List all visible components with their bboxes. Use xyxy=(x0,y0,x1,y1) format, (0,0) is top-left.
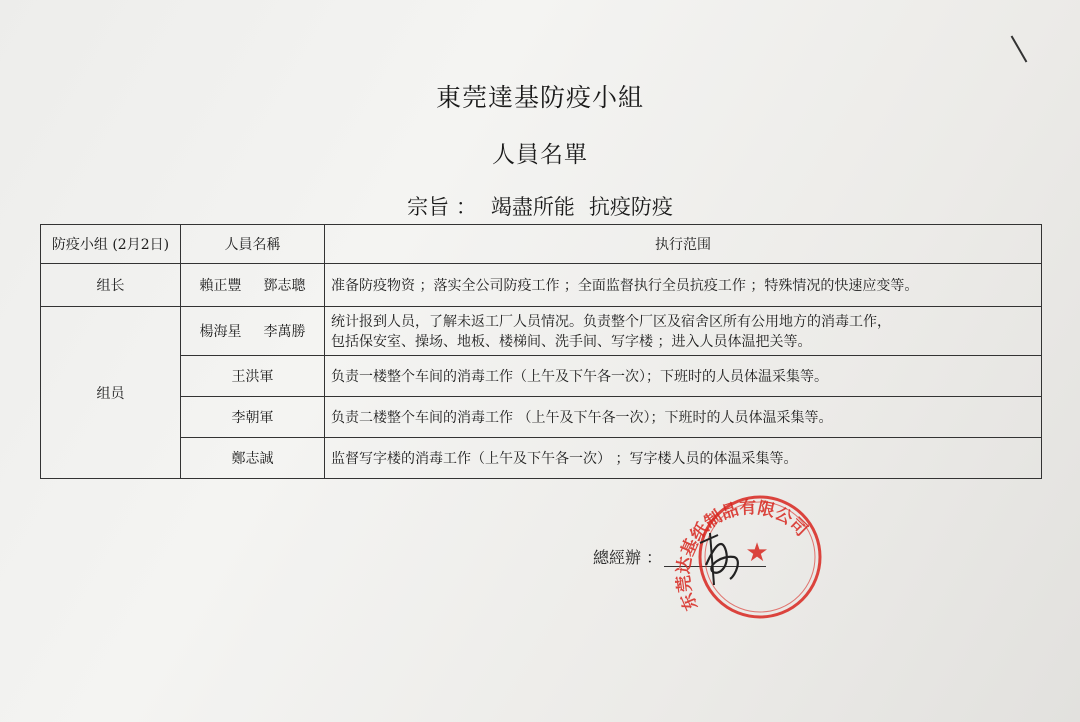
motto-part-a: 竭盡所能 xyxy=(490,195,575,219)
member-scope: 监督写字楼的消毒工作（上午及下午各一次） ；写字楼人员的体温采集等。 xyxy=(325,438,1042,479)
role-leader: 组长 xyxy=(41,264,181,307)
member-scope: 负责一楼整个车间的消毒工作（上午及下午各一次）；下班时的人员体温采集等。 xyxy=(325,356,1042,397)
member-name: 鄭志誠 xyxy=(181,438,325,479)
motto-label: 宗旨 ： xyxy=(407,195,477,219)
member-name: 王洪軍 xyxy=(181,356,325,397)
motto-part-b: 抗疫防疫 xyxy=(588,195,673,219)
scope-line: 统计报到人员，了解未返工厂人员情况。负责整个厂区及宿舍区所有公用地方的消毒工作， xyxy=(331,314,891,330)
member-name: 李朝軍 xyxy=(181,397,325,438)
table-row xyxy=(41,356,1042,397)
document-motto xyxy=(0,191,1080,221)
role-members: 组员 xyxy=(41,307,181,479)
member-scope xyxy=(325,307,1042,356)
document-title: 東莞達基防疫小組 xyxy=(435,83,644,112)
member-names xyxy=(181,307,325,356)
member-scope: 负责二楼整个车间的消毒工作 （上午及下午各一次）；下班时的人员体温采集等。 xyxy=(325,397,1042,438)
table-row xyxy=(41,264,1042,307)
gm-office-label: 總經辦 ： xyxy=(593,548,663,567)
document-subtitle: 人員名單 xyxy=(492,142,588,168)
table-row xyxy=(41,307,1042,356)
header-group: 防疫小组 (2月2日) xyxy=(41,225,181,264)
seal-text: 东莞达基纸制品有限公司 xyxy=(673,497,812,614)
scope-line: 包括保安室、操场、地板、楼梯间、洗手间、写字楼 ；进入人员体温把关等。 xyxy=(331,334,812,350)
table-row xyxy=(41,438,1042,479)
name-cell: 李萬勝 xyxy=(263,324,306,340)
header-names: 人員名稱 xyxy=(181,225,325,264)
leader-names xyxy=(181,264,325,307)
pen-mark xyxy=(1011,36,1028,63)
leader-scope: 准备防疫物资 ；落实全公司防疫工作 ；全面监督执行全员抗疫工作 ；特殊情况的快速应变等。 xyxy=(325,264,1042,307)
seal-star-icon: ★ xyxy=(745,538,769,568)
personnel-table xyxy=(40,224,1042,479)
name-cell: 楊海星 xyxy=(199,324,242,340)
company-seal xyxy=(660,495,830,625)
name-cell: 鄧志聰 xyxy=(263,278,306,294)
header-scope: 执行范围 xyxy=(325,225,1042,264)
name-cell: 賴正豐 xyxy=(199,278,242,294)
table-row xyxy=(41,397,1042,438)
svg-text:东莞达基纸制品有限公司 xyxy=(673,497,811,614)
table-header-row xyxy=(41,225,1042,264)
